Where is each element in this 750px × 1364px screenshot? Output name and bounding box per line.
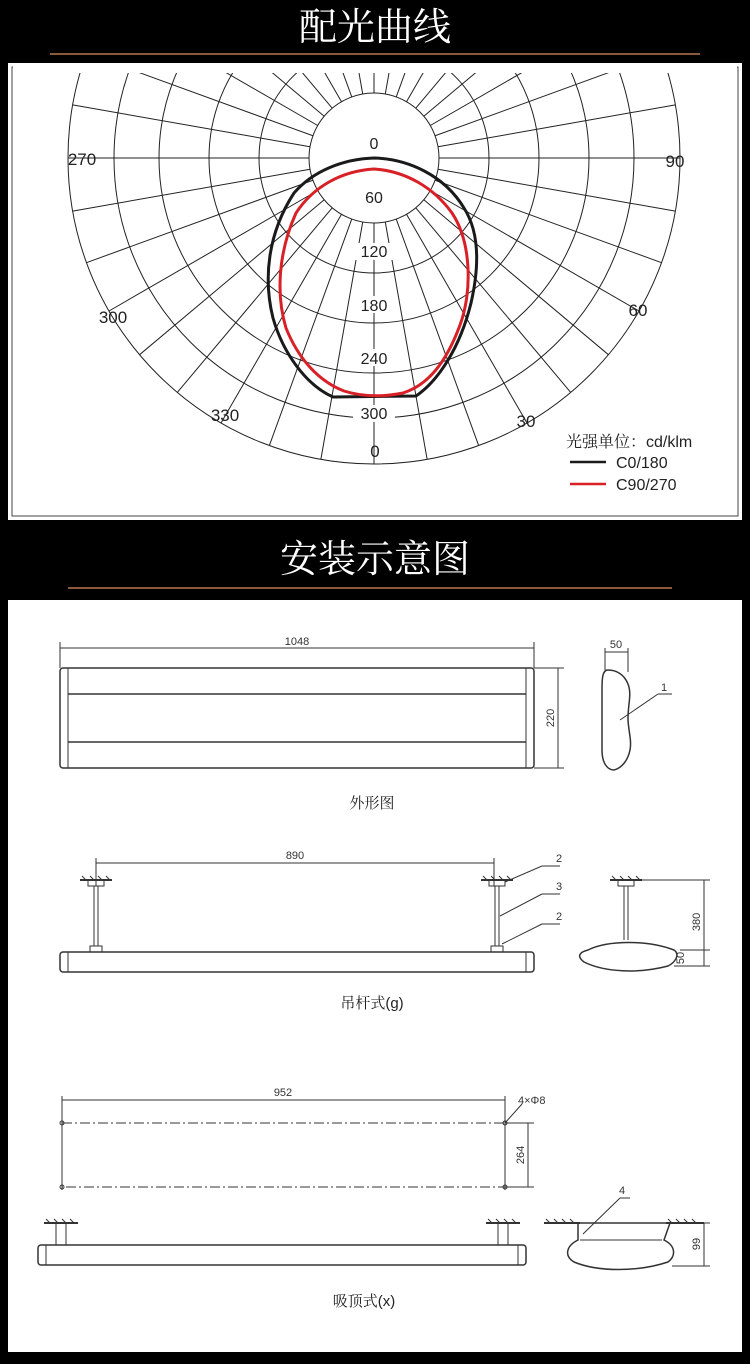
dim-drop-380: 380	[691, 912, 703, 932]
callout-3: 3	[556, 881, 563, 893]
polar-spoke	[435, 180, 661, 262]
pendant-drawing	[60, 850, 710, 1012]
angle-label-0: 0	[370, 442, 380, 461]
radial-label-60: 60	[365, 190, 383, 207]
dim-width-264: 264	[515, 1145, 527, 1165]
install-title: 安装示意图	[279, 537, 470, 581]
polar-grid	[13, 63, 737, 464]
photometric-panel	[8, 63, 742, 520]
outline-caption: 外形图	[349, 795, 395, 812]
angle-label-60: 60	[628, 301, 648, 320]
radial-label-120: 120	[360, 244, 388, 261]
callout-1: 1	[660, 682, 668, 694]
polar-spoke	[438, 169, 675, 211]
install-panel	[8, 600, 742, 1352]
angle-label-30: 30	[516, 412, 536, 431]
callout-2-bottom: 2	[556, 911, 563, 923]
polar-spoke	[438, 105, 675, 147]
dim-height-99: 99	[691, 1237, 703, 1251]
angle-label-330: 330	[210, 406, 240, 425]
grid-top-mask	[13, 63, 737, 73]
radial-label-300: 300	[360, 406, 388, 423]
angle-label-90: 90	[665, 152, 685, 171]
legend-c90-label: C90/270	[616, 477, 677, 494]
dim-span-890: 890	[285, 850, 305, 862]
radial-label-240: 240	[360, 351, 388, 368]
outline-drawing	[60, 636, 672, 812]
surface-drawing	[38, 1087, 710, 1310]
dim-side-50: 50	[609, 639, 623, 651]
radial-label-0: 0	[369, 136, 379, 153]
photometric-title: 配光曲线	[298, 5, 451, 49]
angle-label-270: 270	[67, 150, 97, 169]
dim-holes-4xphi8: 4×Φ8	[518, 1095, 546, 1107]
dim-span-952: 952	[273, 1087, 293, 1099]
title-divider	[50, 53, 700, 55]
legend-c0-label: C0/180	[616, 455, 668, 472]
polar-spoke	[73, 105, 310, 147]
chart-legend	[566, 433, 692, 494]
radial-label-180: 180	[360, 298, 388, 315]
polar-spoke	[73, 169, 310, 211]
callout-2-top: 2	[556, 853, 563, 865]
surface-caption: 吸顶式(x)	[332, 1293, 396, 1310]
legend-unit: 光强单位：cd/klm	[566, 434, 693, 451]
callout-4: 4	[618, 1185, 626, 1197]
dim-depth-50: 50	[675, 951, 687, 965]
dim-height-220: 220	[545, 708, 557, 728]
pendant-caption: 吊杆式(g)	[340, 995, 404, 1012]
install-divider	[68, 587, 672, 589]
dim-length-1048: 1048	[284, 636, 310, 648]
angle-label-300: 300	[98, 308, 128, 327]
